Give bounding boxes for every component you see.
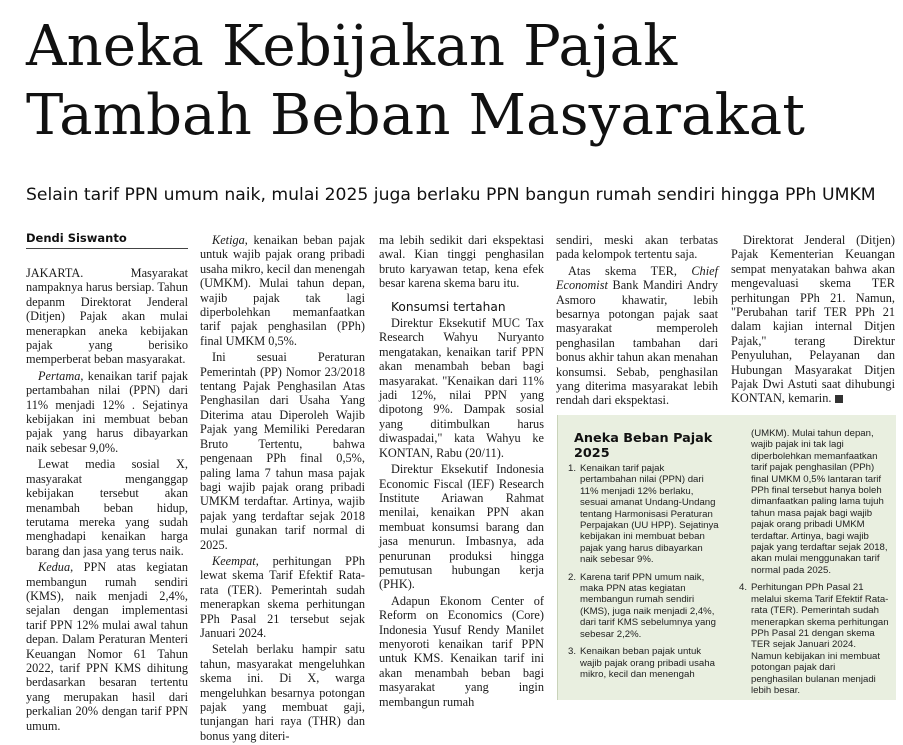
list-text: Kenaikan tarif pajak pertambahan nilai (PPN) dari 11% menjadi 12% berlaku, sesuai amanat Undang-Undang tentang Harmonisasi Peraturan Perpajakan (UU HPP). Sejatinya kebijakan ini membuat beban pajak yang harus dibayarkan naik sebesar 9%. [580,463,719,566]
paragraph-text: Direktorat Jenderal (Ditjen) Pajak Kementerian Keuangan sempat menyatakan bahwa akan mengevaluasi skema TER perhitungan PPh 21. Namun, "Perubahan tarif TER PPh 21 dalam kajian internal Ditjen Pajak," terang Direktur Penyuluhan, Pelayanan dan Hubungan Masyarakat Ditjen Pajak Dwi Astuti saat dihubungi KONTAN, kemarin. [731,233,895,406]
article-column-1 [26,266,188,735]
paragraph-lead: Kedua [38,560,71,575]
subtitle: Selain tarif PPN umum naik, mulai 2025 juga berlaku PPN bangun rumah sendiri hingga PPh UMKM [26,185,876,205]
paragraph [556,264,718,408]
article-column-4 [556,233,718,410]
paragraph: Adapun Ekonom Center of Reform on Economics (Core) Indonesia Yusuf Rendy Manilet menyoroti kenaikan tarif PPN untuk KMS. Kenaikan tarif ini akan menambah beban bagi masyarakat yang ingin membangun rumah [379,593,544,709]
list-number: 4. [739,582,748,594]
article-column-3 [379,233,544,711]
paragraph-lead: Ketiga [212,233,245,247]
article-column-5 [731,233,895,408]
sidebar-box-list [568,463,722,686]
list-item [568,463,722,566]
paragraph: Lewat media sosial X, masyarakat menganggap kebijakan tersebut akan menambah beban hidup, terutama mereka yang sudah menghadapi kenaikan harga barang dan jasa yang terus naik. [26,457,188,558]
sidebar-box [557,415,896,700]
paragraph-text: , kenaikan tarif pajak pertambahan nilai (PPN) dari 11% menjadi 12% . Sejatinya kebijakan ini membuat beban pajak yang harus dibayarkan naik sebesar 9,0%. [26,368,188,455]
paragraph-lead: Pertama [38,368,81,383]
paragraph-text: Atas skema TER, [568,263,692,278]
end-mark [835,395,843,403]
sidebar-box-list-continued [739,428,889,696]
paragraph [26,369,188,455]
list-item [568,646,722,680]
headline-line-2: Tambah Beban Masyarakat [26,83,806,148]
paragraph: Setelah berlaku hampir satu tahun, masyarakat mengeluhkan skema ini. Di X, warga mengeluhkan besarnya potongan pajak yang membuat gaji, tunjangan hari raya (THR) dan bonus yang diteri- [200,642,365,743]
list-item [568,572,722,640]
sidebar-box-title: Aneka Beban Pajak 2025 [574,431,713,461]
list-number: 2. [568,571,577,583]
paragraph: Direktur Eksekutif Indonesia Economic Fiscal (IEF) Research Institute Ariawan Rahmat menilai, kenaikan PPN akan membuat konsumsi barang dan jasa menurun. Imbasnya, ada penurunan produksi hingga pemutusan hubungan kerja (PHK). [379,462,544,592]
byline: Dendi Siswanto [26,231,127,245]
paragraph-text: , kenaikan beban pajak untuk wajib pajak orang pribadi usaha mikro, kecil dan menengah (UMKM). Mulai tahun depan, wajib pajak tak lagi diperbolehkan memanfaatkan tarif pajak penghasilan (PPh) final UMKM 0,5%. [200,233,365,348]
list-text: Perhitungan PPh Pasal 21 melalui skema Tarif Efektif Rata-rata (TER). Pemerintah sudah menerapkan skema perhitungan PPh Pasal 21 dengan skema TER sejak Januari 2024. Namun kebijakan ini membuat potongan pajak dari penghasilan bulanan menjadi lebih besar. [751,582,889,696]
paragraph-text: Bank Mandiri Andry Asmoro khawatir, lebih besarnya potongan pajak saat masyarakat memperoleh penghasilan tambahan dari bonus akhir tahun akan menahan konsumsi. Sebab, penghasilan yang diterima masyarakat lebih rendah dari ekspektasi. [556,278,718,408]
paragraph [26,560,188,733]
paragraph [731,233,895,406]
list-number: 3. [568,646,577,658]
paragraph [200,233,365,348]
headline-line-1: Aneka Kebijakan Pajak [26,14,678,79]
paragraph-lead: Keempat [212,553,256,568]
list-item [739,582,889,696]
list-item-continuation: (UMKM). Mulai tahun depan, wajib pajak ini tak lagi diperbolehkan memanfaatkan tarif pajak penghasilan (PPh) final UMKM 0,5% lantaran tarif PPh final tersebut hanya boleh dimanfaatkan paling lama tujuh tahun masa pajak bagi wajib pajak orang pribadi UMKM terdaftar. Artinya, bagi wajib pajak yang terdaftar sejak 2018, akan mulai menggunakan tarif normal pada 2025. [751,428,888,576]
paragraph [200,554,365,640]
paragraph: Direktur Eksekutif MUC Tax Research Wahyu Nuryanto mengatakan, kenaikan tarif PPN akan menambah beban bagi masyarakat. "Kenaikan dari 11% jadi 12%, nilai PPN yang dipotong 9%. Dampak sosial yang ditimbulkan harus diwaspadai," kata Wahyu ke KONTAN, Rabu (20/11). [379,316,544,460]
paragraph-text: , perhitungan PPh lewat skema Tarif Efektif Rata-rata (TER). Pemerintah sudah menerapkan skema perhitungan PPh Pasal 21 tersebut sejak Januari 2024. [200,553,365,640]
paragraph-text: , PPN atas kegiatan membangun rumah sendiri (KMS), naik menjadi 2,4%, sejalan dengan implementasi tarif PPN 12% mulai awal tahun depan. Dalam Peraturan Menteri Keuangan Nomor 61 Tahun 2022, tarif PPN KMS dihitung berdasarkan besaran tertentu yang merupakan hasil dari perkalian 20% dengan tarif PPN umum. [26,560,188,733]
paragraph-emphasis: Chief Economist [556,263,718,293]
article-column-2 [200,233,365,745]
paragraph: JAKARTA. Masyarakat nampaknya harus bersiap. Tahun depanm Direktorat Jenderal (Ditjen) Pajak akan mulai menerapkan aneka kebijakan pajak yang berisiko memperberat beban masyarakat. [26,266,188,367]
section-heading: Konsumsi tertahan [391,299,506,314]
paragraph: Ini sesuai Peraturan Pemerintah (PP) Nomor 23/2018 tentang Pajak Penghasilan Atas Penghasilan dari Usaha Yang Diterima atau Diperoleh Wajib Pajak yang Memiliki Peredaran Bruto Tertentu, bahwa pengenaan PPh final 0,5%, paling lama 7 tahun masa pajak bagi wajib pajak orang pribadi UMKM terdaftar. Artinya, wajib pajak yang terdaftar sejak 2018 mulai gunakan tarif normal di 2025. [200,350,365,552]
headline [26,12,896,150]
byline-rule [26,248,188,249]
list-number: 1. [568,463,577,474]
list-text: Kenaikan beban pajak untuk wajib pajak orang pribadi usaha mikro, kecil dan menengah [580,646,715,680]
list-text: Karena tarif PPN umum naik, maka PPN atas kegiatan membangun rumah sendiri (KMS), juga naik menjadi 2,4%, dari tarif KMS sebelumnya yang sebesar 2,2%. [580,571,716,640]
paragraph: sendiri, meski akan terbatas pada kelompok tertentu saja. [556,233,718,262]
paragraph: ma lebih sedikit dari ekspektasi awal. Kian tinggi penghasilan bruto karyawan tetap, kena efek besar karena skema baru itu. [379,233,544,291]
